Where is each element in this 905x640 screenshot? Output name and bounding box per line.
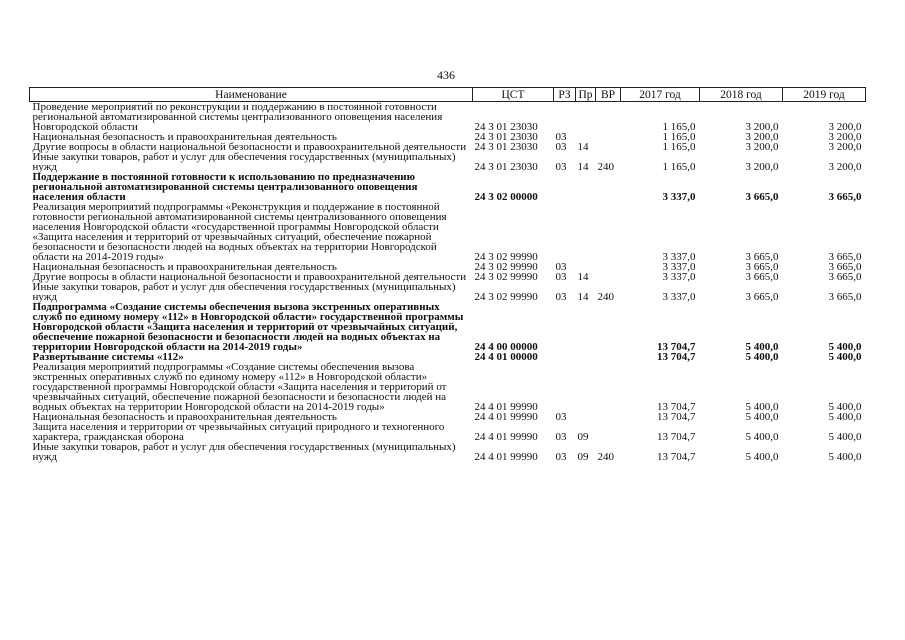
cell-name: Проведение мероприятий по реконструкции и поддержанию в постоянной готовности региональной автоматизированной системы централизованного оповещения населения Новгородской области <box>32 101 443 133</box>
cell-y2017: 3 337,0 <box>662 191 696 203</box>
cell-rz: 03 <box>555 291 567 303</box>
cell-pr <box>576 202 596 262</box>
cell-y2018: 3 665,0 <box>745 251 779 263</box>
cell-y2018: 3 665,0 <box>745 191 779 203</box>
cell-pr <box>576 412 596 422</box>
cell-name: Реализация мероприятий подпрограммы «Реконструкция и поддержание в постоянной готовности региональной автоматизированной системы централизованного оповещения населения Новгородской области «государственной программы Новгородской области «Защита населения и территорий от чрезвычайных ситуаций, обеспечение пожарной безопасности и безопасности людей на водных объектах на территории Новгородской области на 2014-2019 годы» <box>32 201 447 263</box>
cell-y2018: 3 665,0 <box>745 291 779 303</box>
table-row <box>30 422 866 442</box>
cell-pr <box>576 102 596 133</box>
cell-vr <box>596 142 621 152</box>
cell-vr <box>596 202 621 262</box>
cell-y2017: 1 165,0 <box>662 161 696 173</box>
cell-rz: 03 <box>555 451 567 463</box>
cell-cst: 24 4 01 99990 <box>474 431 538 443</box>
cell-cst: 24 3 01 23030 <box>474 141 538 153</box>
cell-pr: 14 <box>577 141 589 153</box>
cell-rz: 03 <box>555 131 567 143</box>
cell-vr <box>596 362 621 412</box>
header-pr: Пр <box>576 88 596 102</box>
cell-y2017: 13 704,7 <box>657 351 696 363</box>
cell-y2019: 3 665,0 <box>828 291 862 303</box>
cell-pr <box>576 172 596 202</box>
cell-cst: 24 4 01 00000 <box>474 351 538 363</box>
table-row <box>30 282 866 302</box>
header-2017: 2017 год <box>621 88 700 102</box>
header-2018: 2018 год <box>700 88 783 102</box>
header-rz: РЗ <box>554 88 576 102</box>
cell-y2018: 3 200,0 <box>745 121 779 133</box>
cell-y2017: 1 165,0 <box>662 131 696 143</box>
cell-y2017: 3 337,0 <box>662 261 696 273</box>
cell-y2018: 5 400,0 <box>745 431 779 443</box>
cell-name: Защита населения и территории от чрезвычайных ситуаций природного и техногенного характера, гражданская оборона <box>32 421 445 443</box>
cell-rz: 03 <box>555 431 567 443</box>
cell-cst: 24 3 02 99990 <box>474 261 538 273</box>
cell-y2018: 3 200,0 <box>745 161 779 173</box>
cell-y2017: 1 165,0 <box>662 121 696 133</box>
cell-pr: 09 <box>577 451 589 463</box>
cell-cst: 24 3 02 99990 <box>474 271 538 283</box>
cell-y2017: 13 704,7 <box>657 411 696 423</box>
cell-cst: 24 3 01 23030 <box>474 161 538 173</box>
cell-name: Другие вопросы в области национальной безопасности и правоохранительной деятельности <box>32 141 467 153</box>
cell-name: Национальная безопасность и правоохранительная деятельность <box>32 131 337 143</box>
cell-y2017: 13 704,7 <box>657 451 696 463</box>
cell-pr: 09 <box>577 431 589 443</box>
cell-y2019: 5 400,0 <box>828 401 862 413</box>
cell-vr <box>596 262 621 272</box>
cell-y2019: 3 200,0 <box>828 141 862 153</box>
cell-cst: 24 3 01 23030 <box>474 131 538 143</box>
cell-y2018: 3 200,0 <box>745 141 779 153</box>
cell-name: Развертывание системы «112» <box>32 351 184 363</box>
cell-name: Другие вопросы в области национальной безопасности и правоохранительной деятельности <box>32 271 467 283</box>
page-number: 436 <box>437 68 455 82</box>
cell-y2019: 5 400,0 <box>828 431 862 443</box>
cell-y2017: 13 704,7 <box>657 401 696 413</box>
cell-y2018: 5 400,0 <box>745 451 779 463</box>
cell-rz: 03 <box>555 261 567 273</box>
cell-name: Реализация мероприятий подпрограммы «Создание системы обеспечения вызова экстренных оперативных служб по единому номеру «112» в Новгородской области» государственной программы Новгородской области «Защита населения и территорий от чрезвычайных ситуаций, обеспечение пожарной безопасности и безопасности людей на водных объектах на территории Новгородской области на 2014-2019 годы» <box>32 361 447 413</box>
cell-rz: 03 <box>555 141 567 153</box>
header-vr: ВР <box>596 88 621 102</box>
cell-cst: 24 4 01 99990 <box>474 451 538 463</box>
cell-rz: 03 <box>555 161 567 173</box>
cell-vr <box>596 272 621 282</box>
cell-pr <box>576 352 596 362</box>
cell-vr <box>596 422 621 442</box>
cell-pr: 14 <box>577 291 589 303</box>
header-2019: 2019 год <box>783 88 866 102</box>
cell-pr <box>576 362 596 412</box>
table-header-row <box>30 88 866 102</box>
cell-name: Иные закупки товаров, работ и услуг для обеспечения государственных (муниципальных) нужд <box>32 441 456 463</box>
header-name: Наименование <box>30 88 473 102</box>
cell-y2017: 13 704,7 <box>657 431 696 443</box>
cell-rz: 03 <box>555 411 567 423</box>
cell-vr <box>596 412 621 422</box>
table-row <box>30 152 866 172</box>
cell-y2017: 13 704,7 <box>657 341 696 353</box>
cell-rz: 03 <box>555 271 567 283</box>
budget-table <box>29 87 866 462</box>
table-row <box>30 302 866 352</box>
cell-vr: 240 <box>597 291 614 303</box>
cell-rz <box>554 362 576 412</box>
cell-name: Национальная безопасность и правоохранительная деятельность <box>32 411 337 423</box>
cell-y2017: 1 165,0 <box>662 141 696 153</box>
cell-y2018: 5 400,0 <box>745 401 779 413</box>
cell-y2019: 3 665,0 <box>828 261 862 273</box>
cell-cst: 24 4 01 99990 <box>474 401 538 413</box>
cell-y2017: 3 337,0 <box>662 271 696 283</box>
cell-y2019: 3 200,0 <box>828 161 862 173</box>
cell-cst: 24 4 00 00000 <box>474 341 538 353</box>
cell-y2019: 5 400,0 <box>828 351 862 363</box>
cell-y2019: 5 400,0 <box>828 451 862 463</box>
cell-name: Национальная безопасность и правоохранительная деятельность <box>32 261 337 273</box>
cell-vr <box>596 302 621 352</box>
cell-pr: 14 <box>577 271 589 283</box>
table-row <box>30 172 866 202</box>
cell-rz <box>554 352 576 362</box>
cell-y2018: 5 400,0 <box>745 351 779 363</box>
cell-cst: 24 3 01 23030 <box>474 121 538 133</box>
cell-y2018: 3 665,0 <box>745 271 779 283</box>
cell-y2018: 5 400,0 <box>745 411 779 423</box>
cell-vr: 240 <box>597 161 614 173</box>
cell-y2018: 3 665,0 <box>745 261 779 273</box>
cell-rz <box>554 202 576 262</box>
cell-y2019: 3 200,0 <box>828 121 862 133</box>
cell-rz <box>554 302 576 352</box>
table-row <box>30 442 866 462</box>
cell-y2019: 5 400,0 <box>828 411 862 423</box>
cell-name: Иные закупки товаров, работ и услуг для обеспечения государственных (муниципальных) нужд <box>32 281 456 303</box>
cell-cst: 24 3 02 99990 <box>474 291 538 303</box>
table-row <box>30 102 866 133</box>
cell-pr: 14 <box>577 161 589 173</box>
cell-cst: 24 3 02 00000 <box>474 191 538 203</box>
cell-name: Подпрограмма «Создание системы обеспечения вызова экстренных оперативных служб по единому номеру «112» в Новгородской области» государственной программы Новгородской области «Защита населения и территорий от чрезвычайных ситуаций, обеспечение пожарной безопасности и безопасности людей на водных объектах на территории Новгородской области на 2014-2019 годы» <box>32 301 464 353</box>
cell-y2017: 3 337,0 <box>662 251 696 263</box>
cell-vr <box>596 352 621 362</box>
cell-cst: 24 3 02 99990 <box>474 251 538 263</box>
cell-vr <box>596 172 621 202</box>
cell-y2019: 3 200,0 <box>828 131 862 143</box>
cell-y2017: 3 337,0 <box>662 291 696 303</box>
cell-rz <box>554 102 576 133</box>
cell-name: Иные закупки товаров, работ и услуг для обеспечения государственных (муниципальных) нужд <box>32 151 456 173</box>
cell-y2018: 5 400,0 <box>745 341 779 353</box>
cell-cst: 24 4 01 99990 <box>474 411 538 423</box>
cell-y2018: 3 200,0 <box>745 131 779 143</box>
table-body <box>30 102 866 463</box>
cell-y2019: 3 665,0 <box>828 251 862 263</box>
header-cst: ЦСТ <box>473 88 554 102</box>
cell-y2019: 3 665,0 <box>828 191 862 203</box>
cell-pr <box>576 302 596 352</box>
table-row <box>30 362 866 412</box>
cell-vr <box>596 102 621 133</box>
cell-rz <box>554 172 576 202</box>
cell-vr <box>596 132 621 142</box>
cell-name: Поддержание в постоянной готовности к использованию по предназначению региональной автоматизированной системы централизованного оповещения населения области <box>32 171 418 203</box>
cell-y2019: 3 665,0 <box>828 271 862 283</box>
cell-vr: 240 <box>597 451 614 463</box>
cell-y2019: 5 400,0 <box>828 341 862 353</box>
table-row <box>30 202 866 262</box>
